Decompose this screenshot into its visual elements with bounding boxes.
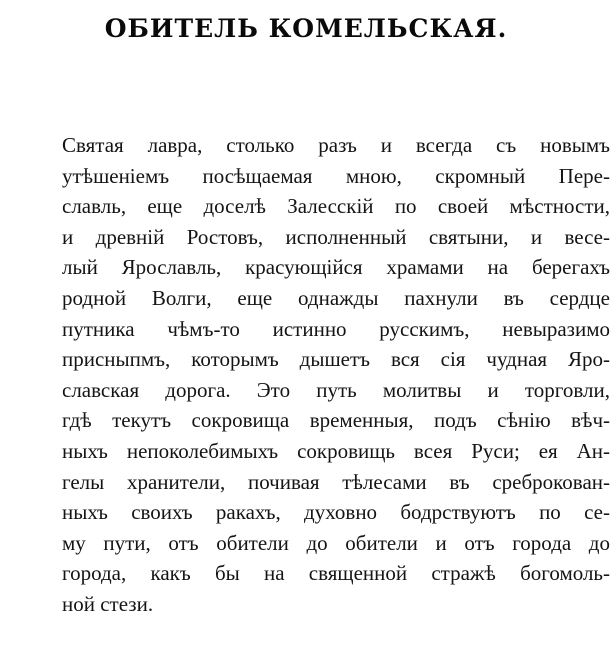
text-line: утѣшеніемъ посѣщаемая мною, скромный Пере- xyxy=(62,163,610,188)
text-line: и древній Ростовъ, исполненный святыни, и весе- xyxy=(62,224,610,249)
page-title: ОБИТЕЛЬ КОМЕЛЬСКАЯ. xyxy=(104,14,508,43)
text-line: гдѣ текутъ сокровища временныя, подъ сѣнію вѣч- xyxy=(62,408,610,433)
text-line: Святая лавра, столько разъ и всегда съ новымъ xyxy=(62,133,610,157)
body-paragraph xyxy=(62,130,610,620)
text-line: ныхъ своихъ ракахъ, духовно бодрствуютъ по се- xyxy=(62,500,610,525)
text-line: родной Волги, еще однажды пахнули въ сердце xyxy=(62,285,610,310)
text-line: славская дорога. Это путь молитвы и торговли, xyxy=(62,377,610,402)
text-line: лый Ярославль, красующійся храмами на берегахъ xyxy=(62,255,610,280)
text-line: славль, еще доселѣ Залесскій по своей мѣстности, xyxy=(62,194,610,219)
text-line: присныпмъ, которымъ дышетъ вся сія чудная Яро- xyxy=(62,347,610,372)
text-line: путника чѣмъ-то истинно русскимъ, невыразимо xyxy=(62,316,610,341)
text-line: ной стези. xyxy=(62,591,154,616)
text-line: му пути, отъ обители до обители и отъ города до xyxy=(62,530,610,555)
text-line: гелы хранители, почивая тѣлесами въ среброкован- xyxy=(62,469,610,494)
text-line: города, какъ бы на священной стражѣ богомоль- xyxy=(62,561,610,586)
text-line: ныхъ непоколебимыхъ сокровищь всея Руси; ея Ан- xyxy=(62,438,610,463)
